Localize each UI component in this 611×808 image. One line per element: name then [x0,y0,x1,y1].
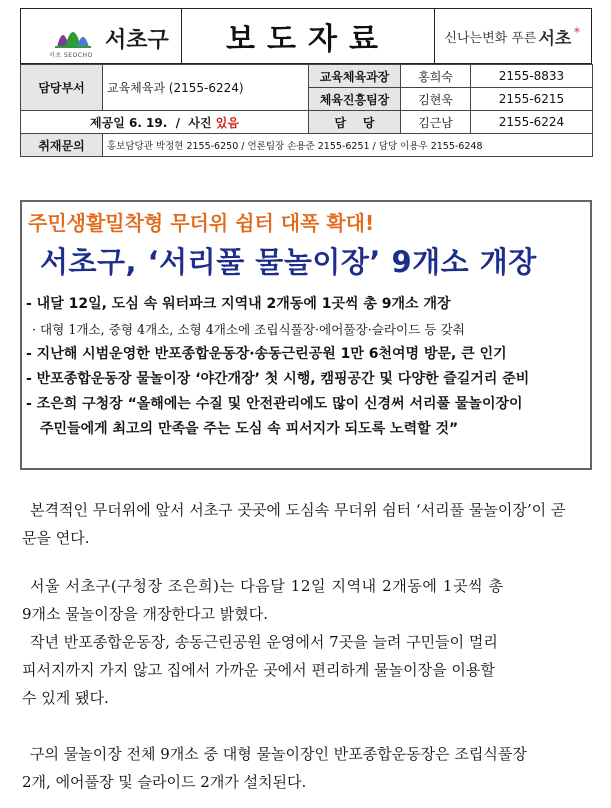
logo-subtext: 서초 SEOCHO [49,52,93,59]
slogan [435,9,591,63]
phone-cell: 2155-6224 [471,111,593,134]
body-line: 9개소 물놀이장을 개장한다고 밝혔다. [22,605,268,623]
phone-cell: 2155-8833 [471,65,593,88]
bullet-subitem: · 대형 1개소, 중형 4개소, 소형 4개소에 조립식풀장·에어풀장·슬라이드 등 갖춰 [32,322,465,337]
table-row [21,134,593,157]
logo-name: 서초구 [105,28,169,53]
seocho-logo [21,9,182,63]
bullet-item: - 지난해 시범운영한 반포종합운동장·송동근린공원 1만 6천여명 방문, 큰 인기 [26,346,507,362]
body-line: 작년 반포종합운동장, 송동근린공원 운영에서 7곳을 늘려 구민들이 멀리 [30,633,498,651]
body-line: 피서지까지 가지 않고 집에서 가까운 곳에서 편리하게 물놀이장을 이용할 [22,661,495,679]
seocho-logo-icon [53,17,97,49]
dept-value: 교육체육과 (2155-6224) [103,65,309,111]
subheadline: 주민생활밀착형 무더위 쉼터 대폭 확대! [28,211,375,235]
dept-label: 담당부서 [21,65,103,111]
bullet-item: - 조은희 구청장 “올해에는 수질 및 안전관리에도 많이 신경써 서리풀 물놀이장이 [26,396,523,412]
table-row [21,111,593,134]
role-cell: 교육체육과장 [309,65,401,88]
sparkle-icon: ✶ [572,23,582,37]
summary-bullets [26,292,588,442]
headline: 서초구, ‘서리풀 물놀이장’ 9개소 개장 [40,245,537,279]
body-line: 구의 물놀이장 전체 9개소 중 대형 물놀이장인 반포종합운동장은 조립식풀장 [30,745,527,763]
slogan-big: 서초 [538,28,572,49]
body-line: 서울 서초구(구청장 조은희)는 다음달 12일 지역내 2개동에 1곳씩 총 [30,577,504,595]
inquiry-value: 홍보담당관 박정현 2155-6250 / 언론팀장 손용준 2155-6251 / 담당 이용우 2155-6248 [103,134,593,157]
table-row [21,65,593,88]
body-line: 2개, 에어풀장 및 슬라이드 2개가 설치된다. [22,773,307,791]
press-release-header [20,8,592,64]
body-line: 수 있게 됐다. [22,689,109,707]
name-cell: 홍희숙 [401,65,471,88]
body-line: 문을 연다. [22,529,90,547]
body-line: 본격적인 무더위에 앞서 서초구 곳곳에 도심속 무더위 쉼터 ‘서리풀 물놀이장’이 곧 [30,501,566,519]
provide-date [21,111,309,134]
body-paragraph [22,572,590,628]
role-cell: 담 당 [309,111,401,134]
role-cell: 체육진흥팀장 [309,88,401,111]
body-paragraph [22,628,590,712]
bullet-continuation: 주민들에게 최고의 만족을 주는 도심 속 피서지가 되도록 노력할 것” [40,421,459,437]
slogan-small: 신나는변화 푸른 [444,30,537,46]
bullet-item: - 반포종합운동장 물놀이장 ‘야간개장’ 첫 시행, 캠핑공간 및 다양한 즐길거리 준비 [26,371,530,387]
photo-status: 있음 [215,115,239,130]
name-cell: 김근남 [401,111,471,134]
name-cell: 김현욱 [401,88,471,111]
body-paragraph [22,740,590,796]
document-title: 보도자료 [182,9,435,63]
inquiry-label: 취재문의 [21,134,103,157]
bullet-item: - 내달 12일, 도심 속 워터파크 지역내 2개동에 1곳씩 총 9개소 개장 [26,296,451,312]
contact-table [20,64,593,157]
phone-cell: 2155-6215 [471,88,593,111]
provide-text: 제공일 6. 19. / 사진 [90,115,216,130]
body-paragraph [22,496,590,552]
